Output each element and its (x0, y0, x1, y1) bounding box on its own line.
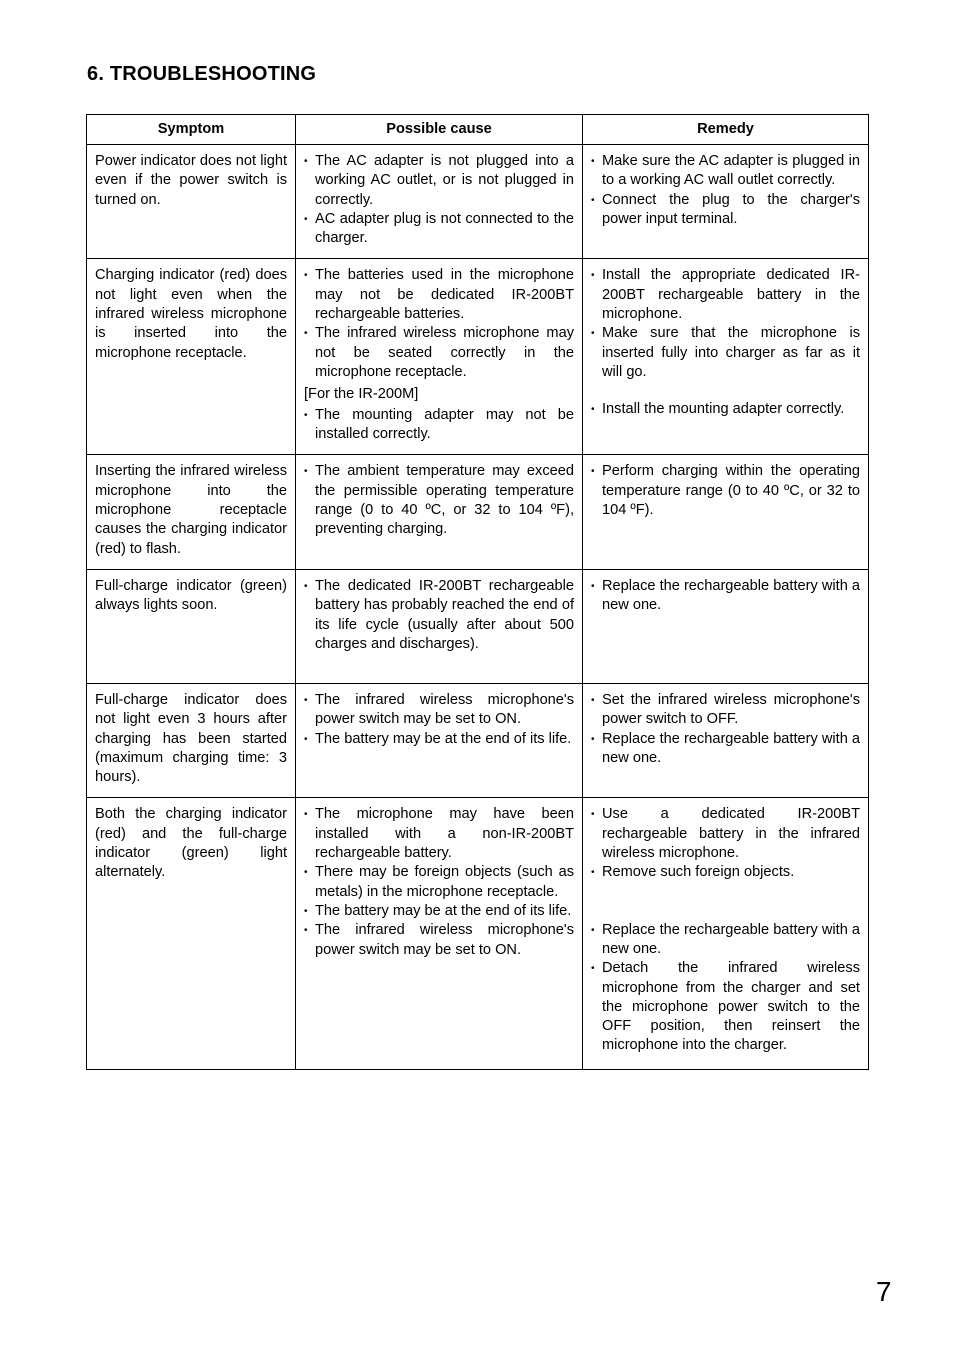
symptom-cell: Both the charging indicator (red) and the full-charge indicator (green) light alternately. (87, 798, 296, 1070)
remedy-header: Remedy (583, 115, 869, 145)
remedy-item: • Replace the rechargeable battery with a new one. (591, 730, 860, 769)
remedy-item: • Install the appropriate dedicated IR-200BT rechargeable battery in the microphone. (591, 266, 860, 324)
remedy-item: • Make sure that the microphone is inserted fully into charger as far as it will go. (591, 324, 860, 382)
remedy-cell (583, 798, 869, 1070)
table-row (87, 259, 869, 455)
table-row (87, 145, 869, 259)
cause-item: • The dedicated IR-200BT rechargeable battery has probably reached the end of its life cycle (usually after about 500 charges and discharges). (304, 577, 574, 654)
table-row (87, 798, 869, 1070)
cause-cell (296, 145, 583, 259)
remedy-cell (583, 145, 869, 259)
remedy-cell (583, 569, 869, 683)
remedy-cell (583, 683, 869, 797)
cause-item: • The infrared wireless microphone's power switch may be set to ON. (304, 921, 574, 960)
remedy-item: • Detach the infrared wireless microphone from the charger and set the microphone power switch to the OFF position, then reinsert the microphone into the charger. (591, 959, 860, 1055)
remedy-item: • Perform charging within the operating temperature range (0 to 40 ºC, or 32 to 104 ºF). (591, 462, 860, 520)
remedy-item: • Remove such foreign objects. (591, 863, 860, 882)
remedy-item: • Set the infrared wireless microphone's power switch to OFF. (591, 691, 860, 730)
cause-item: • AC adapter plug is not connected to the charger. (304, 210, 574, 249)
remedy-item: • Install the mounting adapter correctly. (591, 400, 860, 419)
remedy-item: • Connect the plug to the charger's power input terminal. (591, 191, 860, 230)
remedy-cell (583, 259, 869, 455)
symptom-cell: Charging indicator (red) does not light even when the infrared wireless microphone is inserted into the microphone receptacle. (87, 259, 296, 455)
model-note: [For the IR-200M] (304, 386, 419, 403)
section-title: 6. TROUBLESHOOTING (87, 63, 317, 85)
table-row (87, 569, 869, 683)
cause-item: • The infrared wireless microphone's power switch may be set to ON. (304, 691, 574, 730)
table-row (87, 455, 869, 569)
remedy-item: • Replace the rechargeable battery with a new one. (591, 577, 860, 616)
symptom-cell: Full-charge indicator (green) always lights soon. (87, 569, 296, 683)
cause-cell (296, 798, 583, 1070)
table-header-row (87, 115, 869, 145)
cause-item: • The batteries used in the microphone may not be dedicated IR-200BT rechargeable batteries. (304, 266, 574, 324)
symptom-cell: Power indicator does not light even if the power switch is turned on. (87, 145, 296, 259)
symptom-cell: Full-charge indicator does not light even 3 hours after charging has been started (maximum charging time: 3 hours). (87, 683, 296, 797)
cause-item: • The AC adapter is not plugged into a working AC outlet, or is not plugged in correctly. (304, 152, 574, 210)
cause-item: • The battery may be at the end of its life. (304, 902, 574, 921)
cause-cell (296, 455, 583, 569)
remedy-cell (583, 455, 869, 569)
cause-item: • The microphone may have been installed with a non-IR-200BT rechargeable battery. (304, 805, 574, 863)
remedy-item: • Replace the rechargeable battery with a new one. (591, 921, 860, 960)
cause-cell (296, 259, 583, 455)
cause-item: • The ambient temperature may exceed the permissible operating temperature range (0 to 40 ºC, or 32 to 104 ºF), preventing charging. (304, 462, 574, 539)
cause-cell (296, 683, 583, 797)
troubleshooting-table (86, 114, 869, 1070)
remedy-item: • Make sure the AC adapter is plugged in to a working AC wall outlet correctly. (591, 152, 860, 191)
page-number: 7 (876, 1276, 892, 1307)
cause-cell (296, 569, 583, 683)
symptom-header: Symptom (87, 115, 296, 145)
remedy-item: • Use a dedicated IR-200BT rechargeable battery in the infrared wireless microphone. (591, 805, 860, 863)
table-row (87, 683, 869, 797)
cause-item: • The battery may be at the end of its life. (304, 730, 574, 749)
symptom-cell: Inserting the infrared wireless microphone into the microphone receptacle causes the charging indicator (red) to flash. (87, 455, 296, 569)
cause-header: Possible cause (296, 115, 583, 145)
cause-item: • There may be foreign objects (such as metals) in the microphone receptacle. (304, 863, 574, 902)
cause-item: • The mounting adapter may not be installed correctly. (304, 406, 574, 445)
cause-item: • The infrared wireless microphone may not be seated correctly in the microphone receptacle. (304, 324, 574, 382)
